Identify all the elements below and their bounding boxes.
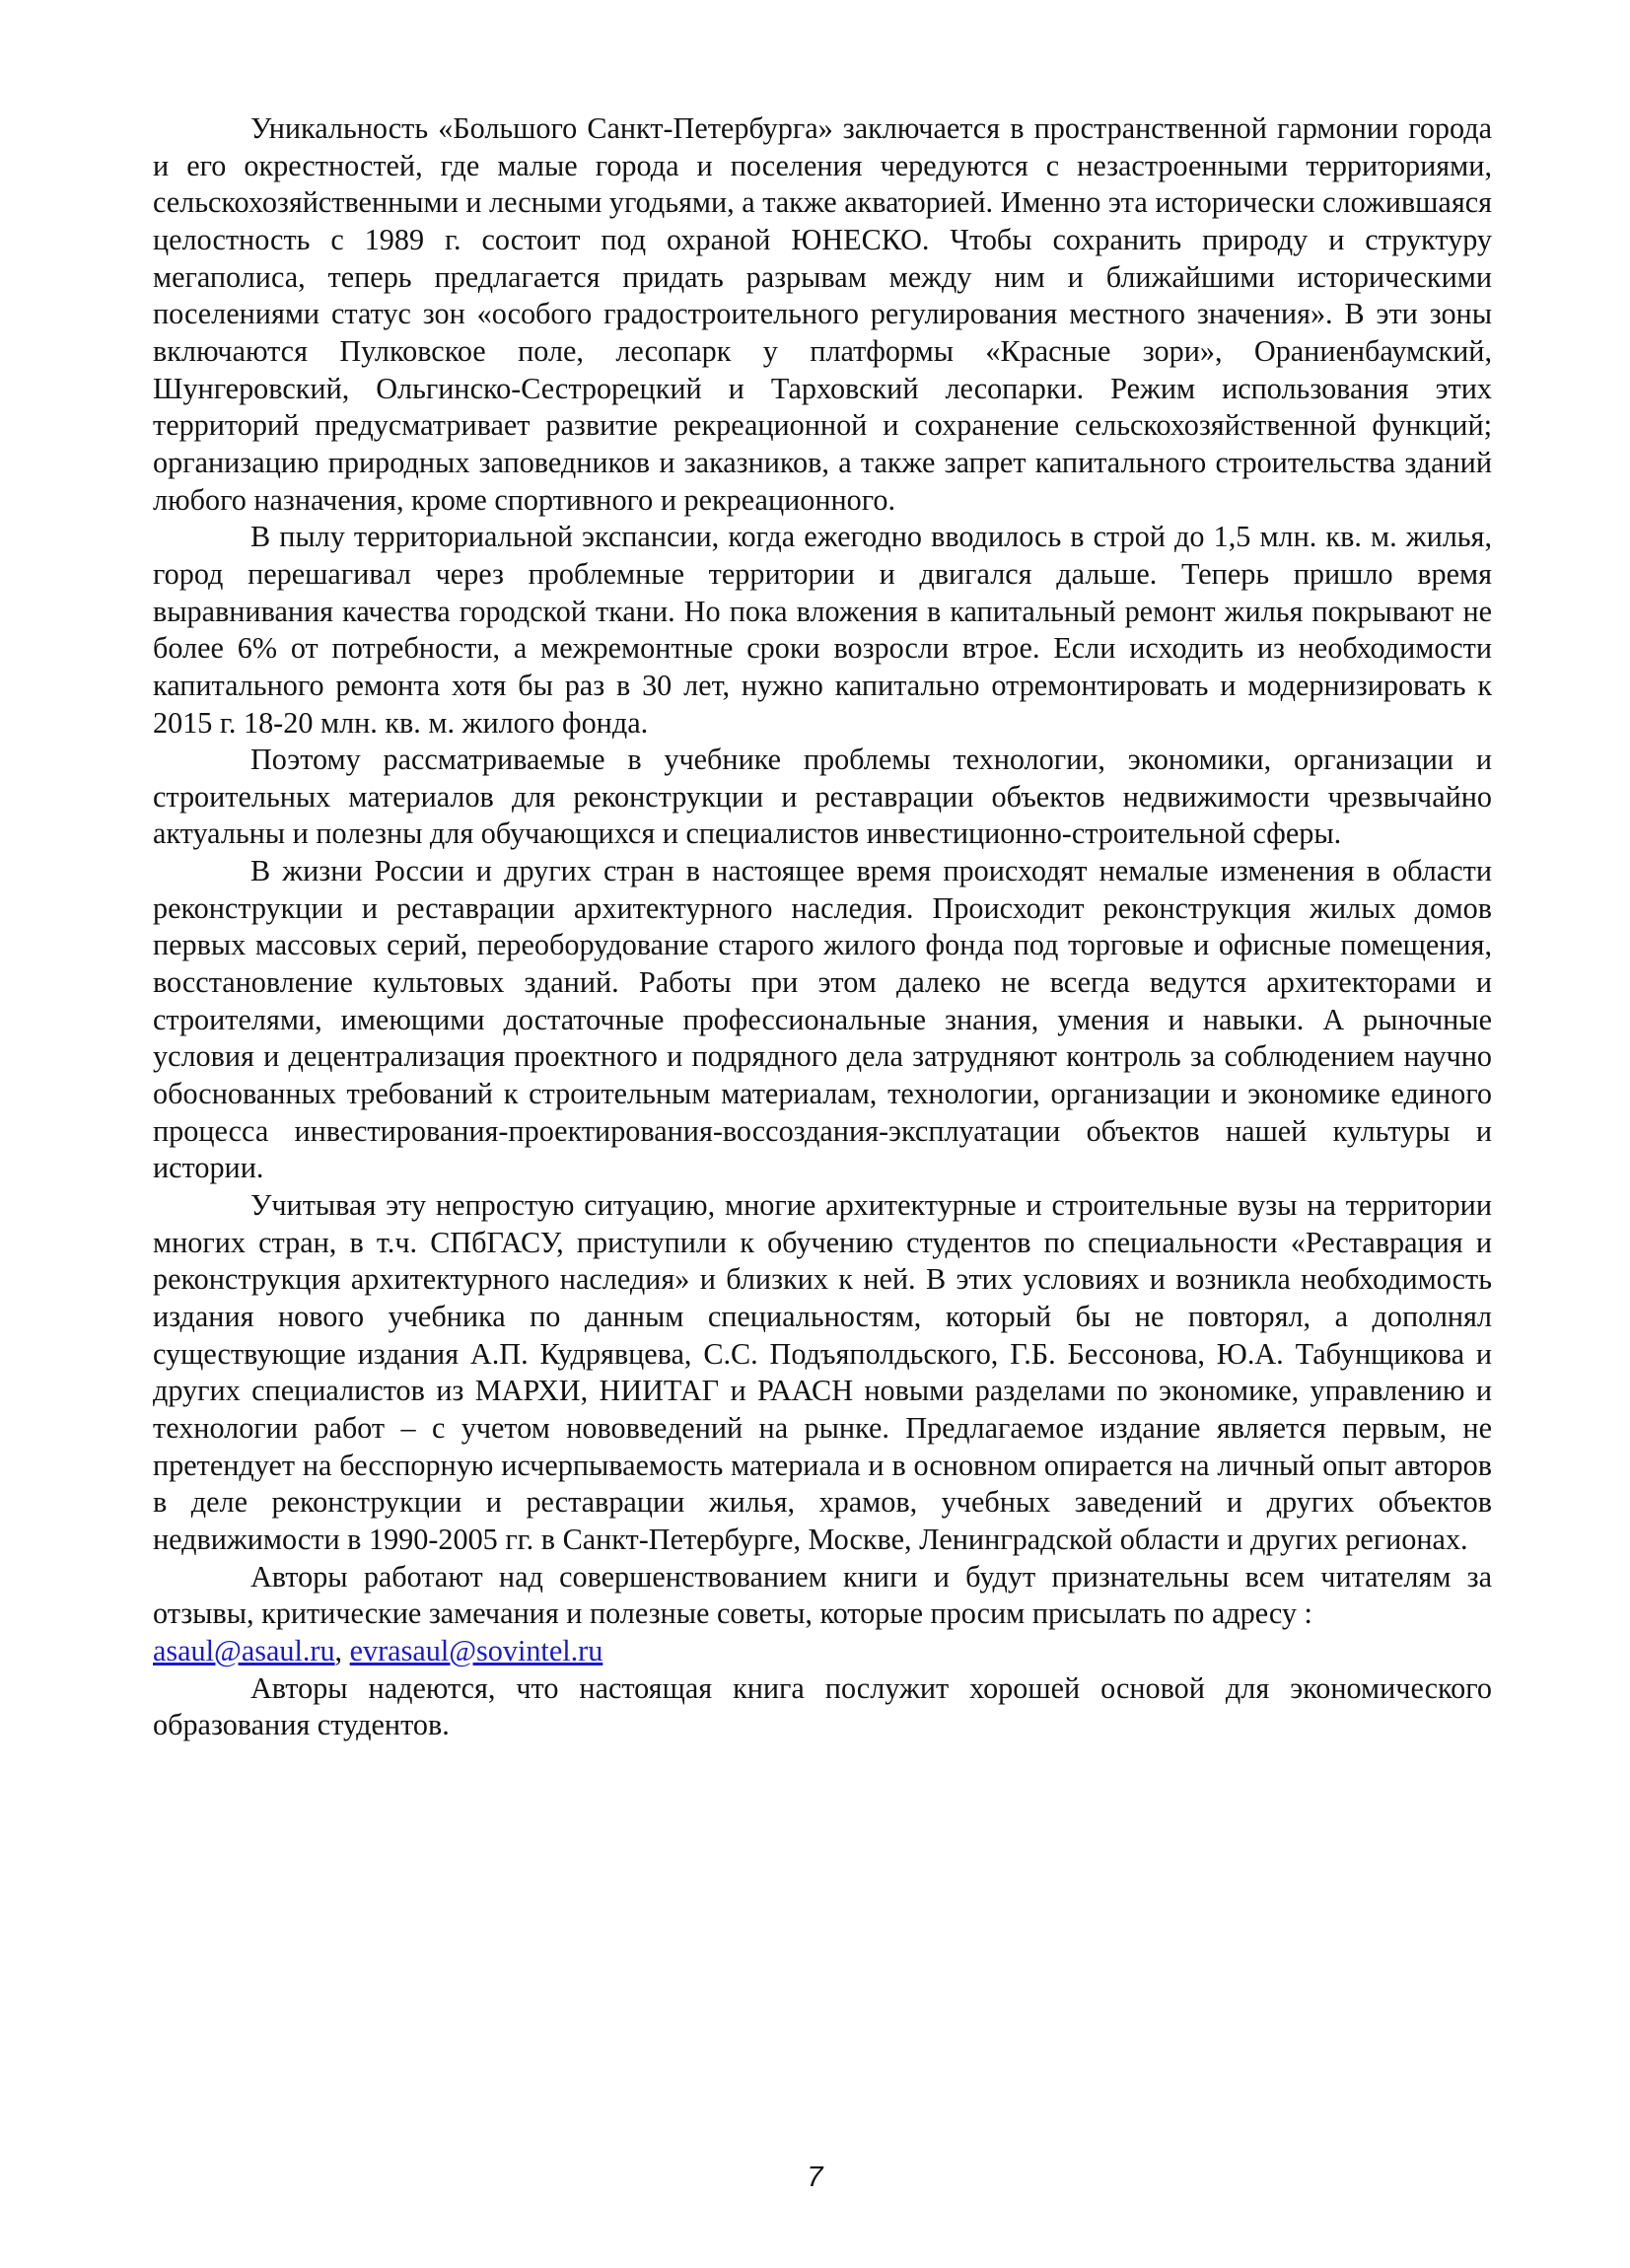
email-separator: , <box>334 1633 350 1667</box>
paragraph-territorial-expansion: В пылу территориальной экспансии, когда ежегодно вводилось в строй до 1,5 млн. кв. м. жилья, город перешагивал через проблемные территории и двигался дальше. Теперь пришло время выравнивания качества городской ткани. Но пока вложения в капитальный ремонт жилья покрывают не более 6% от потребности, а межремонтные сроки возросли втрое. Если исходить из необходимости капитального ремонта хотя бы раз в 30 лет, нужно капитально отремонтировать и модернизировать к 2015 г. 18-20 млн. кв. м. жилого фонда. <box>153 520 1492 740</box>
paragraph-new-textbook: Учитывая эту непростую ситуацию, многие архитектурные и строительные вузы на территории многих стран, в т.ч. СПбГАСУ, приступили к обучению студентов по специальности «Реставрация и реконструкция архитектурного наследия» и близких к ней. В этих условиях и возникла необходимость издания нового учебника по данным специальностям, который бы не повторял, а дополнял существующие издания А.П. Кудрявцева, С.С. Подъяполдьского, Г.Б. Бессонова, Ю.А. Табунщикова и других специалистов из МАРХИ, НИИТАГ и РААСН новыми разделами по экономике, управлению и технологии работ – с учетом нововведений на рынке. Предлагаемое издание является первым, не претендует на бесспорную исчерпываемость материала и в основном опирается на личный опыт авторов в деле реконструкции и реставрации жилья, храмов, учебных заведений и других объектов недвижимости в 1990-2005 гг. в Санкт-Петербурге, Москве, Ленинградской области и других регионах. <box>153 1188 1492 1556</box>
paragraph-heritage-changes: В жизни России и других стран в настоящее время происходят немалые изменения в области реконструкции и реставрации архитектурного наследия. Происходит реконструкция жилых домов первых массовых серий, переоборудование старого жилого фонда под торговые и офисные помещения, восстановление культовых зданий. Работы при этом далеко не всегда ведутся архитекторами и строителями, имеющими достаточные профессиональные знания, умения и навыки. А рыночные условия и децентрализация проектного и подрядного дела затрудняют контроль за соблюдением научно обоснованных требований к строительным материалам, технологии, организации и экономике единого процесса инвестирования-проектирования-воссоздания-эксплуатации объектов нашей культуры и истории. <box>153 854 1492 1185</box>
email-link-asaul[interactable]: asaul@asaul.ru <box>153 1633 335 1667</box>
paragraph-feedback: Авторы работают над совершенствованием книги и будут признательны всем читателям за отзывы, критические замечания и полезные советы, которые просим присылать по адресу : <box>153 1559 1492 1631</box>
contact-emails <box>153 1633 1492 1670</box>
paragraph-closing: Авторы надеются, что настоящая книга послужит хорошей основой для экономического образования студентов. <box>153 1670 1492 1742</box>
email-link-evrasaul[interactable]: evrasaul@sovintel.ru <box>349 1633 603 1667</box>
page-number: 7 <box>807 2162 823 2193</box>
paragraph-textbook-relevance: Поэтому рассматриваемые в учебнике проблемы технологии, экономики, организации и строительных материалов для реконструкции и реставрации объектов недвижимости чрезвычайно актуальны и полезны для обучающихся и специалистов инвестиционно-строительной сферы. <box>153 743 1492 851</box>
paragraph-uniqueness: Уникальность «Большого Санкт-Петербурга» заключается в пространственной гармонии города и его окрестностей, где малые города и поселения чередуются с незастроенными территориями, сельскохозяйственными и лесными угодьями, а также акваторией. Именно эта исторически сложившаяся целостность с 1989 г. состоит под охраной ЮНЕСКО. Чтобы сохранить природу и структуру мегаполиса, теперь предлагается придать разрывам между ним и ближайшими историческими поселениями статус зон «особого градостроительного регулирования местного значения». В эти зоны включаются Пулковское поле, лесопарк у платформы «Красные зори», Ораниенбаумский, Шунгеровский, Ольгинско-Сестрорецкий и Тарховский лесопарки. Режим использования этих территорий предусматривает развитие рекреационной и сохранение сельскохозяйственной функций; организацию природных заповедников и заказников, а также запрет капитального строительства зданий любого назначения, кроме спортивного и рекреационного. <box>153 111 1492 517</box>
document-body <box>153 110 1492 1744</box>
